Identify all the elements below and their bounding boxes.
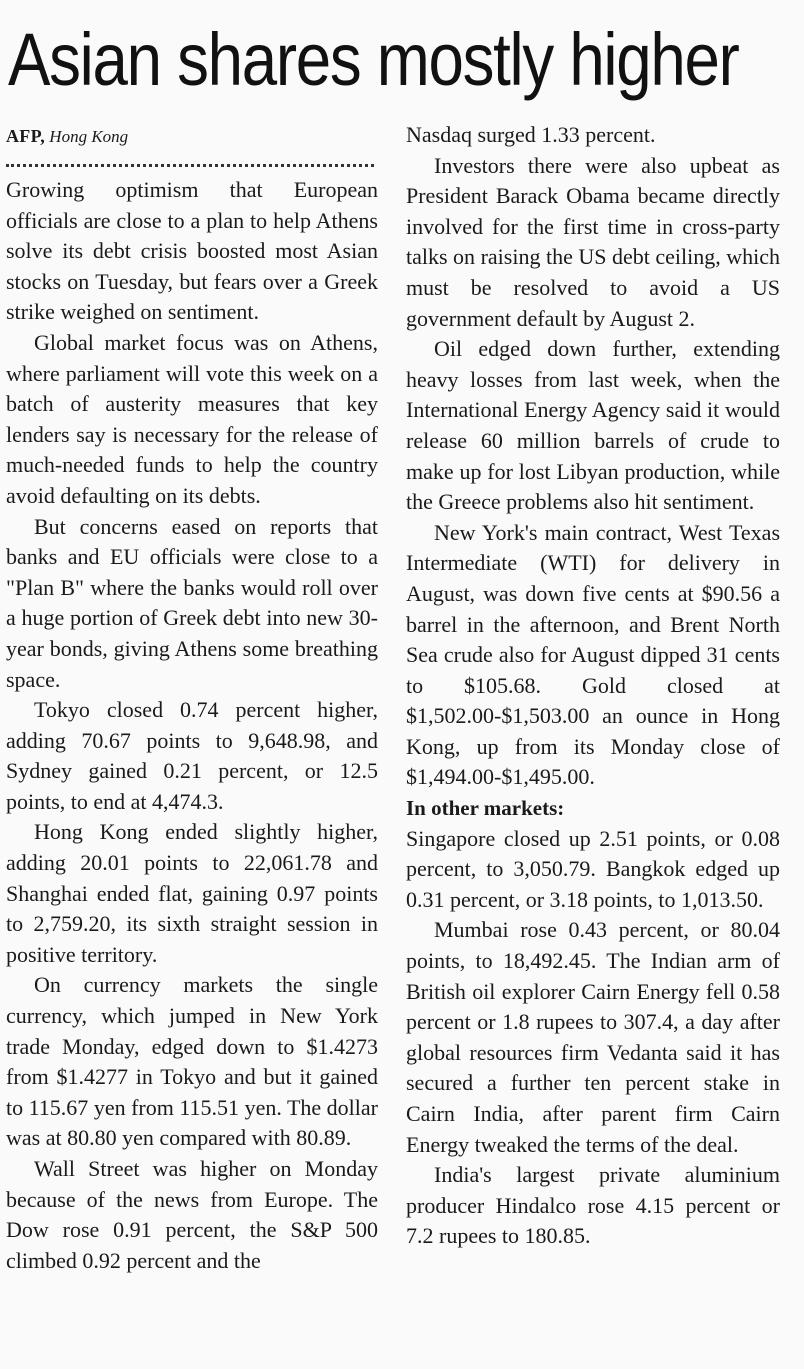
paragraph-lead: Growing optimism that European officials are close to a plan to help Athens solve its debt crisis boosted most Asian stocks on Tuesday, but fears over a Greek strike weighed on sentiment. bbox=[6, 177, 378, 325]
paragraph: On currency markets the single currency, which jumped in New York trade Monday, edged down to $1.4273 from $1.4277 in Tokyo and but it gained to 115.67 yen from 115.51 yen. The dollar was at 80.80 yen compared with 80.89. bbox=[6, 972, 378, 1151]
paragraph: New York's main contract, West Texas Intermediate (WTI) for delivery in August, was down five cents at $90.56 a barrel in the afternoon, and Brent North Sea crude also for August dipped 31 cents to $105.68. Gold closed at $1,502.00-$1,503.00 an ounce in Hong Kong, up from its Monday close of $1,494.00-$1,495.00. bbox=[406, 519, 780, 790]
byline-agency: AFP, bbox=[6, 126, 46, 146]
paragraph-continuation: Nasdaq surged 1.33 percent. bbox=[406, 122, 656, 147]
paragraph: Mumbai rose 0.43 percent, or 80.04 points, to 18,492.45. The Indian arm of British oil explorer Cairn Energy fell 0.58 percent or 1.8 rupees to 307.4, a day after global resources firm Vedanta said it has secured a further ten percent stake in Cairn India, after parent firm Cairn Energy tweaked the terms of the deal. bbox=[406, 917, 780, 1157]
paragraph: But concerns eased on reports that banks and EU officials were close to a "Plan B" where the banks would roll over a huge portion of Greek debt into new 30-year bonds, giving Athens some breathing space. bbox=[6, 513, 378, 692]
paragraph-market-lead: Singapore closed up 2.51 points, or 0.08 percent, to 3,050.79. Bangkok edged up 0.31 percent, or 3.18 points, to 1,013.50. bbox=[406, 825, 780, 912]
paragraph: Wall Street was higher on Monday because of the news from Europe. The Dow rose 0.91 percent, the S&P 500 climbed 0.92 percent and the bbox=[6, 1156, 378, 1273]
dotted-divider bbox=[6, 152, 374, 167]
paragraph: Investors there were also upbeat as President Barack Obama became directly involved for the first time in cross-party talks on raising the US debt ceiling, which must be resolved to avoid a US government default by August 2. bbox=[406, 152, 780, 331]
paragraph: Oil edged down further, extending heavy losses from last week, when the International Energy Agency said it would release 60 million barrels of crude to make up for lost Libyan production, while the Greece problems also hit sentiment. bbox=[406, 336, 780, 515]
article-column-right bbox=[406, 120, 780, 1252]
paragraph: Hong Kong ended slightly higher, adding 20.01 points to 22,061.78 and Shanghai ended flat, gaining 0.97 points to 2,759.20, its sixth straight session in positive territory. bbox=[6, 819, 378, 967]
subheading-other-markets: In other markets: bbox=[406, 796, 565, 821]
headline: Asian shares mostly higher bbox=[8, 18, 739, 101]
article-column-left bbox=[6, 120, 378, 1276]
paragraph: India's largest private aluminium producer Hindalco rose 4.15 percent or 7.2 rupees to 180.85. bbox=[406, 1162, 780, 1249]
paragraph: Tokyo closed 0.74 percent higher, adding 70.67 points to 9,648.98, and Sydney gained 0.21 percent, or 12.5 points, to end at 4,474.3. bbox=[6, 697, 378, 814]
paragraph: Global market focus was on Athens, where parliament will vote this week on a batch of austerity measures that key lenders say is necessary for the release of much-needed funds to help the country avoid defaulting on its debts. bbox=[6, 329, 378, 508]
byline bbox=[6, 120, 378, 152]
byline-place: Hong Kong bbox=[49, 127, 129, 146]
